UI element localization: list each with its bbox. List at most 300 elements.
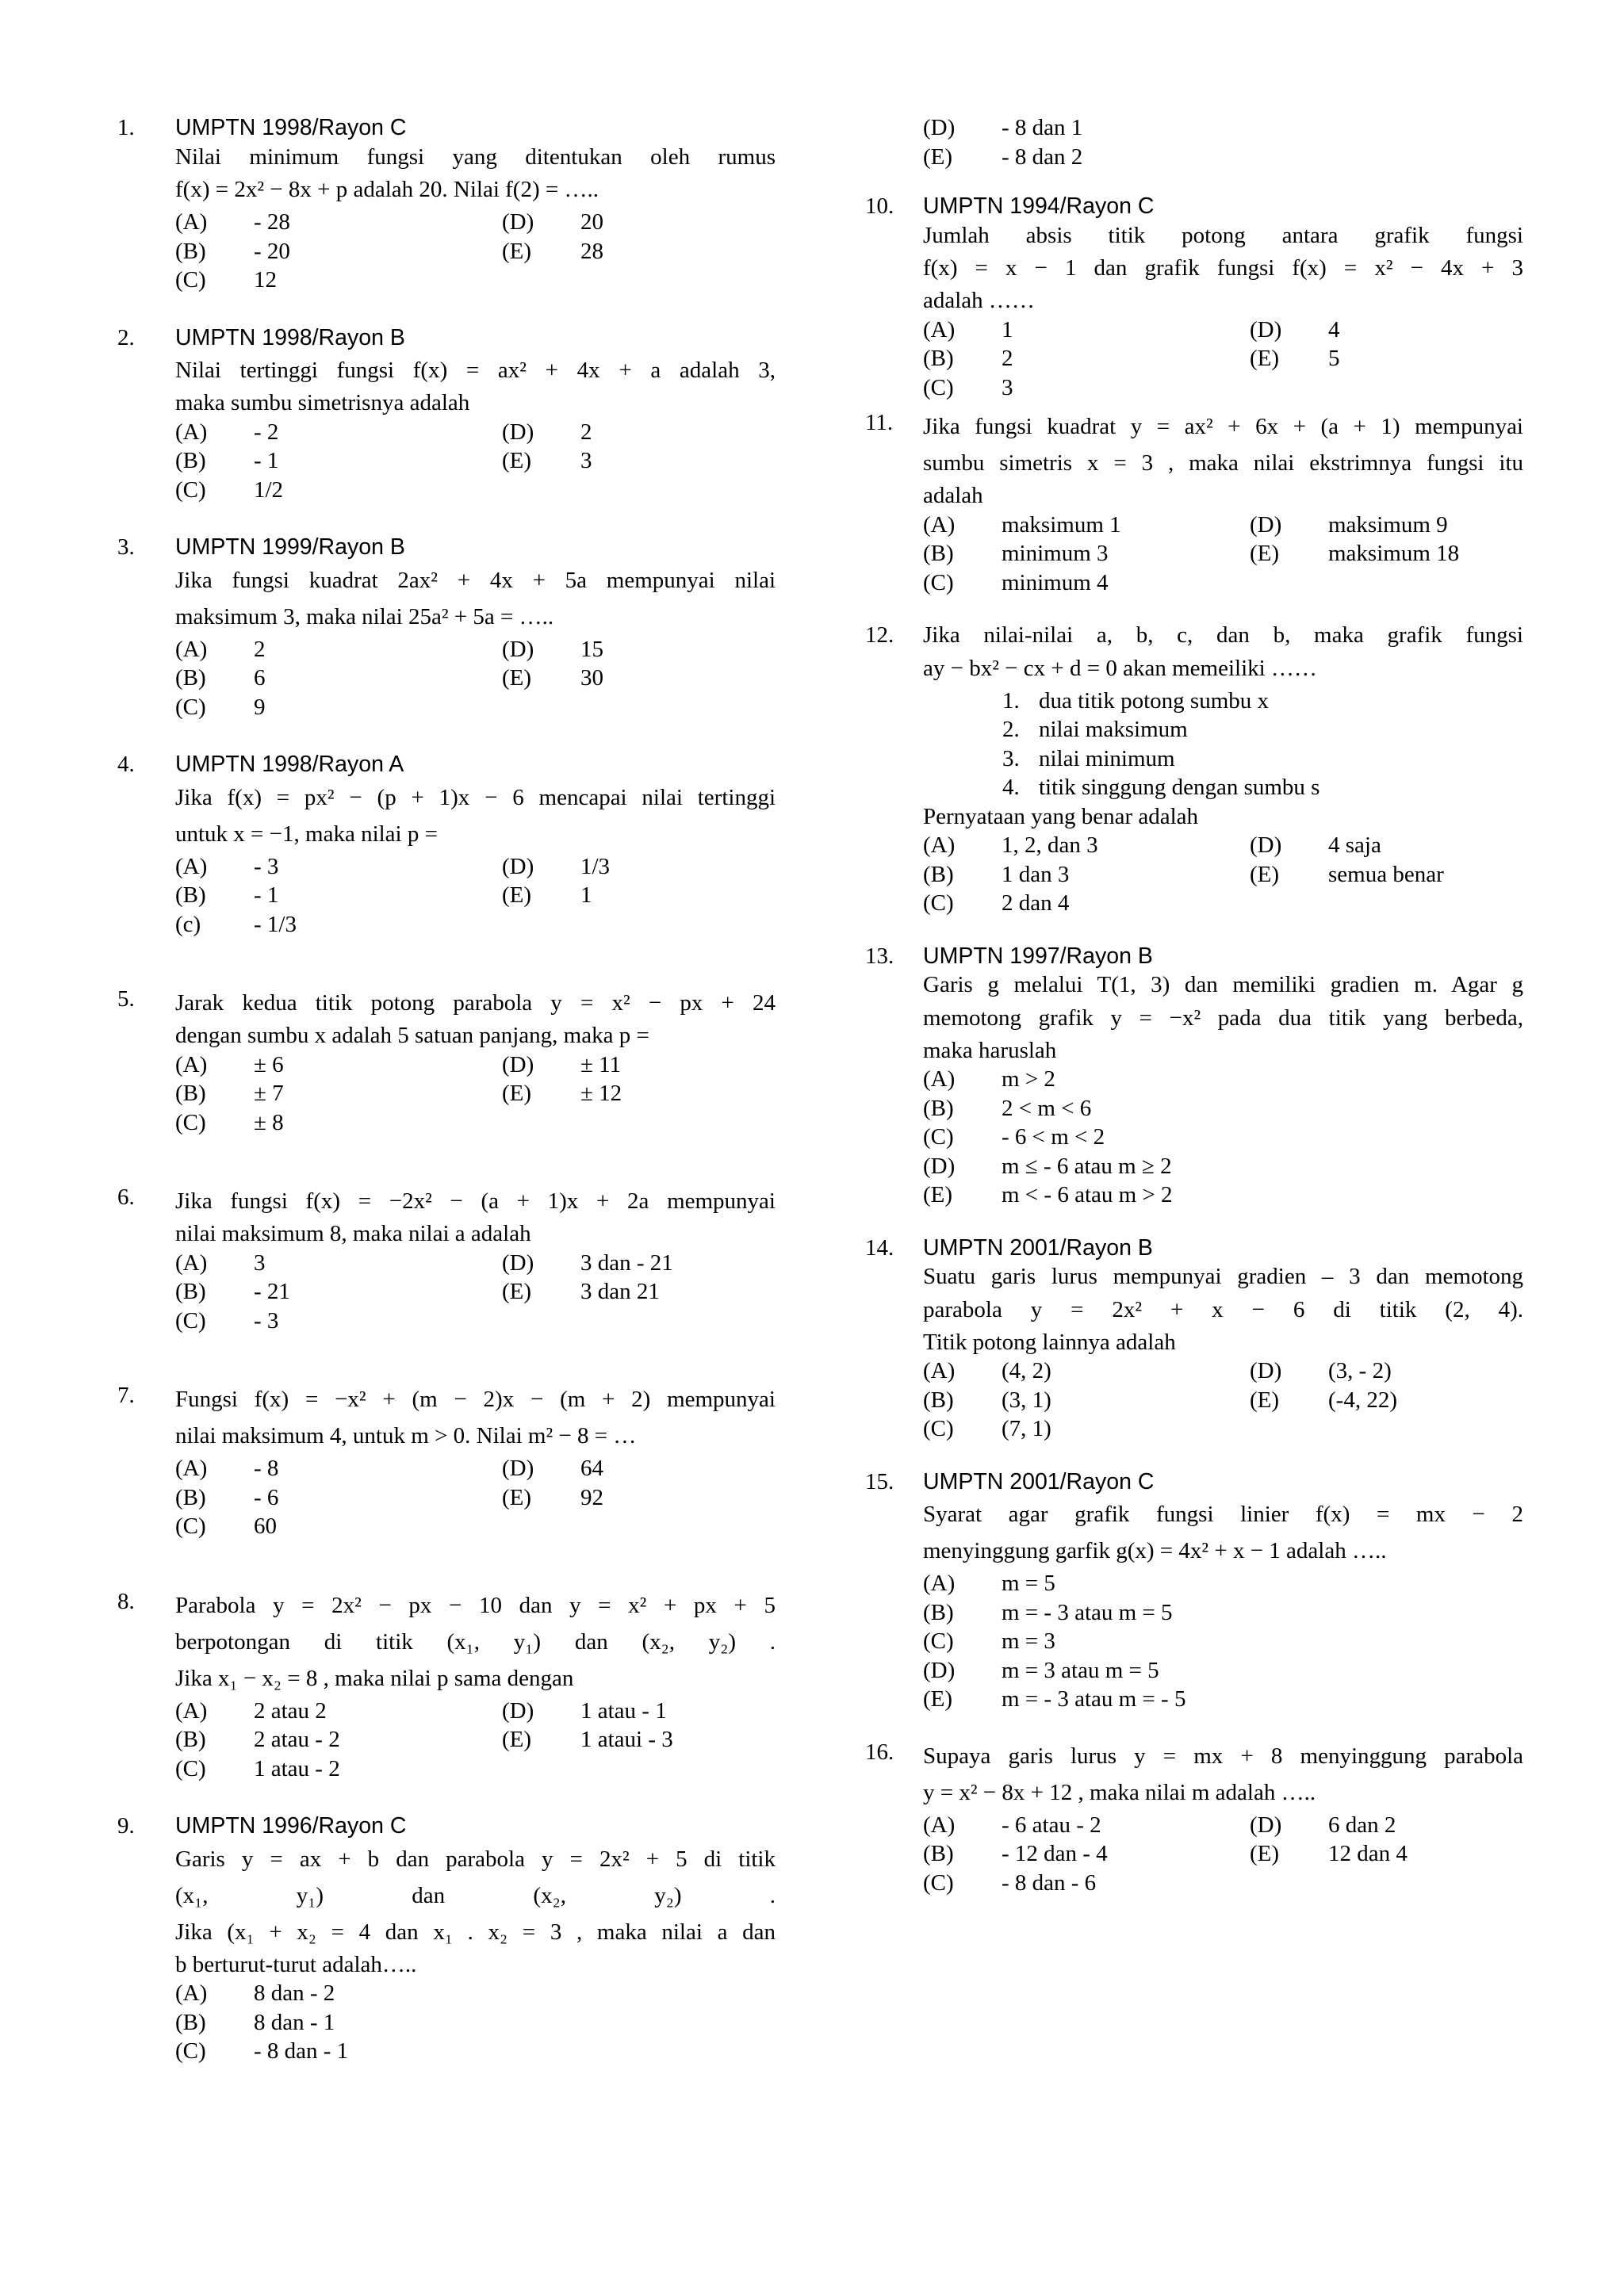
answer-option[interactable]: [923, 143, 1523, 172]
option-value: 1, 2, dan 3: [1002, 832, 1098, 858]
option-value: m > 2: [1002, 1066, 1055, 1092]
question: [865, 408, 1523, 597]
answer-option[interactable]: [1250, 1839, 1523, 1869]
answer-option[interactable]: [923, 373, 1250, 403]
option-value: 6: [254, 665, 266, 691]
question-text-line: Jika fungsi kuadrat 2ax² + 4x + 5a mempunyai nilai: [175, 567, 776, 593]
option-label: (A): [175, 1980, 208, 2006]
answer-options: [923, 831, 1523, 918]
option-value: 12 dan 4: [1328, 1841, 1408, 1866]
answer-option[interactable]: [1250, 1357, 1523, 1386]
option-label: (E): [502, 1279, 532, 1304]
option-value: 1: [580, 882, 592, 908]
question-text-line: untuk x = −1, maka nilai p =: [175, 821, 438, 847]
option-value: 2 < m < 6: [1002, 1095, 1092, 1121]
answer-option[interactable]: [923, 113, 1523, 143]
question-number: 16.: [865, 1739, 894, 1765]
option-label: (A): [923, 1812, 956, 1838]
option-label: (B): [923, 1095, 954, 1121]
answer-option[interactable]: [923, 860, 1250, 890]
answer-option[interactable]: [175, 2008, 776, 2038]
option-label: (E): [1250, 346, 1280, 371]
option-label: (D): [1250, 316, 1282, 342]
option-label: (A): [175, 636, 208, 662]
option-value: ± 11: [580, 1051, 622, 1077]
question-number: 8.: [117, 1588, 135, 1614]
option-value: 1 atau - 2: [254, 1755, 340, 1781]
option-value: m = - 3 atau m = 5: [1002, 1599, 1173, 1625]
option-label: (B): [175, 1484, 206, 1510]
answer-options: [923, 316, 1523, 403]
option-value: - 8: [254, 1456, 279, 1481]
answer-option[interactable]: [502, 1454, 776, 1483]
answer-option[interactable]: [175, 1307, 502, 1336]
answer-option[interactable]: [502, 1725, 776, 1755]
answer-option[interactable]: [502, 1050, 776, 1080]
answer-option[interactable]: [923, 1152, 1523, 1181]
option-label: (C): [923, 890, 954, 916]
question-text-line: Jika fungsi f(x) = −2x² − (a + 1)x + 2a mempunyai: [175, 1188, 776, 1214]
option-value: 15: [580, 636, 603, 662]
option-value: 4: [1328, 316, 1340, 342]
question-source: UMPTN 2001/Rayon C: [923, 1468, 1155, 1494]
answer-options: [175, 1979, 776, 2066]
answer-options: [175, 1249, 776, 1336]
question-text-line: adalah ……: [923, 288, 1035, 313]
answer-option[interactable]: [1250, 511, 1523, 540]
answer-option[interactable]: [502, 1697, 776, 1726]
option-label: (C): [175, 1307, 206, 1334]
question-text-line: Syarat agar grafik fungsi linier f(x) = mx − 2: [923, 1502, 1523, 1527]
answer-option[interactable]: [175, 693, 502, 722]
statement-item: [1002, 715, 1523, 744]
option-label: (D): [502, 1697, 534, 1724]
option-label: (C): [175, 2038, 206, 2064]
option-label: (A): [923, 832, 956, 858]
answer-option[interactable]: [923, 568, 1250, 598]
option-value: m < - 6 atau m > 2: [1002, 1182, 1173, 1207]
option-label: (D): [502, 419, 534, 445]
option-label: (A): [175, 419, 208, 445]
option-label: (E): [502, 665, 532, 691]
answer-options: [175, 418, 776, 505]
option-value: 1 atau - 1: [580, 1697, 667, 1724]
option-label: (D): [923, 115, 956, 140]
answer-option[interactable]: [923, 1839, 1250, 1869]
question-number: 10.: [865, 193, 894, 219]
option-value: - 6: [254, 1484, 279, 1510]
question-number: 15.: [865, 1468, 894, 1494]
option-value: 3 dan 21: [580, 1279, 660, 1304]
option-value: 5: [1328, 346, 1340, 371]
option-value: 30: [580, 665, 603, 691]
statement-text: nilai minimum: [1039, 745, 1175, 771]
option-value: 12: [254, 267, 277, 293]
option-value: 64: [580, 1456, 603, 1481]
statement-list: [923, 687, 1523, 802]
question-text-line: Jarak kedua titik potong parabola y = x² − px + 24: [175, 990, 776, 1016]
answer-option[interactable]: [1250, 1811, 1523, 1840]
question-text-line: menyinggung garfik g(x) = 4x² + x − 1 adalah …..: [923, 1538, 1387, 1563]
question-text-line: adalah: [923, 483, 983, 508]
option-value: 3: [1002, 374, 1013, 400]
answer-options: [175, 208, 776, 295]
option-value: m = 3 atau m = 5: [1002, 1657, 1159, 1683]
answer-option[interactable]: [175, 1697, 502, 1726]
question-text-line: maksimum 3, maka nilai 25a² + 5a = …..: [175, 603, 554, 629]
question-text-line: parabola y = 2x² + x − 6 di titik (2, 4).: [923, 1296, 1523, 1322]
question-text-line: Pernyataan yang benar adalah: [923, 803, 1199, 829]
option-value: - 21: [254, 1279, 290, 1304]
question-text-line: b berturut-turut adalah…..: [175, 1951, 417, 1977]
question: [865, 1468, 1523, 1714]
option-value: 2 dan 4: [1002, 890, 1070, 916]
option-value: - 1/3: [254, 911, 297, 937]
question-text-line: nilai maksimum 4, untuk m > 0. Nilai m² − 8 = …: [175, 1423, 637, 1448]
statement-item: [1002, 744, 1523, 774]
question: [117, 1381, 776, 1541]
option-value: - 1: [254, 882, 279, 908]
option-value: 20: [580, 209, 603, 235]
option-label: (E): [502, 1484, 532, 1510]
question-number: 11.: [865, 410, 894, 435]
option-label: (B): [175, 882, 206, 908]
answer-option[interactable]: [923, 539, 1250, 568]
option-value: 1/3: [580, 853, 611, 879]
option-label: (D): [502, 1249, 534, 1276]
answer-option[interactable]: [923, 831, 1250, 860]
option-label: (B): [175, 238, 206, 264]
answer-option[interactable]: [502, 237, 776, 266]
question-text-line: sumbu simetris x = 3 , maka nilai ekstrimnya fungsi itu: [923, 450, 1523, 476]
answer-option[interactable]: [502, 1483, 776, 1513]
option-label: (B): [175, 448, 206, 473]
answer-option[interactable]: [923, 1811, 1250, 1840]
option-label: (E): [502, 1727, 532, 1752]
option-label: (B): [175, 2009, 206, 2035]
question-text-line: Titik potong lainnya adalah: [923, 1329, 1176, 1355]
answer-option[interactable]: [923, 316, 1250, 345]
option-value: ± 6: [254, 1051, 284, 1077]
left-column: [117, 113, 776, 2066]
answer-option[interactable]: [175, 266, 502, 295]
option-value: 2: [1002, 346, 1013, 371]
question-source: UMPTN 1999/Rayon B: [175, 534, 405, 560]
question-text-line: Supaya garis lurus y = mx + 8 menyinggung parabola: [923, 1743, 1523, 1769]
option-value: ± 8: [254, 1109, 284, 1135]
question-text-line: Parabola y = 2x² − px − 10 dan y = x² + px + 5: [175, 1592, 776, 1618]
answer-option[interactable]: [923, 889, 1250, 918]
answer-option[interactable]: [175, 1454, 502, 1483]
option-label: (C): [923, 1628, 954, 1654]
answer-option[interactable]: [1250, 344, 1523, 373]
answer-option[interactable]: [923, 1181, 1523, 1210]
answer-option[interactable]: [175, 1755, 502, 1784]
option-label: (A): [923, 316, 956, 342]
answer-option[interactable]: [175, 446, 502, 476]
question-text-line: Fungsi f(x) = −x² + (m − 2)x − (m + 2) mempunyai: [175, 1387, 776, 1412]
option-value: 2: [580, 419, 592, 445]
answer-option[interactable]: [502, 1277, 776, 1307]
option-value: - 8 dan 1: [1002, 115, 1083, 140]
question: [865, 113, 1523, 171]
question-number: 2.: [117, 324, 135, 350]
option-value: - 12 dan - 4: [1002, 1841, 1108, 1866]
question-source: UMPTN 1998/Rayon B: [175, 324, 405, 350]
answer-option[interactable]: [175, 1512, 502, 1541]
option-label: (C): [175, 1755, 206, 1781]
option-label: (E): [502, 882, 532, 908]
statement-item: [1002, 773, 1523, 802]
answer-option[interactable]: [502, 881, 776, 910]
answer-option[interactable]: [502, 635, 776, 664]
answer-option[interactable]: [1250, 1386, 1523, 1415]
option-label: (C): [175, 694, 206, 720]
answer-option[interactable]: [502, 446, 776, 476]
option-label: (C): [923, 569, 954, 595]
answer-options: [175, 1050, 776, 1138]
right-column: [865, 113, 1523, 1897]
option-label: (A): [923, 1358, 956, 1383]
answer-option[interactable]: [175, 1050, 502, 1080]
option-label: (D): [502, 209, 534, 235]
answer-options: [923, 511, 1523, 598]
option-value: 2 atau - 2: [254, 1727, 340, 1752]
option-value: m = - 3 atau m = - 5: [1002, 1686, 1186, 1712]
answer-option[interactable]: [923, 1656, 1523, 1686]
answer-option[interactable]: [502, 664, 776, 693]
question-text-line: memotong grafik y = −x² pada dua titik yang berbeda,: [923, 1004, 1523, 1031]
option-label: (D): [1250, 511, 1282, 538]
option-label: (B): [923, 541, 954, 566]
option-value: - 8 dan - 1: [254, 2038, 349, 2064]
question-text-line: Jumlah absis titik potong antara grafik fungsi: [923, 222, 1523, 248]
option-value: - 2: [254, 419, 279, 445]
option-label: (B): [923, 1841, 954, 1866]
answer-option[interactable]: [923, 1598, 1523, 1628]
answer-option[interactable]: [175, 1079, 502, 1108]
answer-option[interactable]: [1250, 539, 1523, 568]
option-label: (B): [175, 1727, 206, 1752]
question-text-line: maka sumbu simetrisnya adalah: [175, 390, 470, 415]
option-label: (E): [502, 238, 532, 264]
answer-option[interactable]: [175, 1249, 502, 1278]
option-value: minimum 3: [1002, 541, 1109, 566]
answer-options: [923, 113, 1523, 171]
answer-option[interactable]: [175, 910, 502, 939]
answer-option[interactable]: [175, 1979, 776, 2008]
answer-option[interactable]: [502, 852, 776, 882]
option-label: (A): [175, 1456, 208, 1481]
answer-option[interactable]: [175, 1108, 502, 1138]
answer-option[interactable]: [175, 852, 502, 882]
answer-option[interactable]: [175, 208, 502, 237]
option-value: 3 dan - 21: [580, 1249, 673, 1276]
option-value: minimum 4: [1002, 569, 1109, 595]
question-number: 1.: [117, 115, 135, 140]
answer-option[interactable]: [1250, 831, 1523, 860]
answer-option[interactable]: [923, 1869, 1250, 1898]
question-number: 12.: [865, 622, 894, 648]
question-text-line: (x₁, y₁) dan (x₂, y₂) .: [175, 1882, 776, 1908]
option-value: semua benar: [1328, 861, 1444, 887]
question-text-line: Nilai minimum fungsi yang ditentukan oleh rumus: [175, 144, 776, 170]
answer-option[interactable]: [175, 1277, 502, 1307]
option-value: (4, 2): [1002, 1358, 1051, 1383]
question-text-line: y = x² − 8x + 12 , maka nilai m adalah …..: [923, 1779, 1316, 1805]
option-value: (3, 1): [1002, 1387, 1051, 1413]
answer-option[interactable]: [1250, 860, 1523, 890]
statement-item: [1002, 687, 1523, 716]
answer-option[interactable]: [502, 1249, 776, 1278]
question-text-line: berpotongan di titik (x₁, y₁) dan (x₂, y₂) .: [175, 1628, 776, 1655]
answer-option[interactable]: [502, 1079, 776, 1108]
option-label: (B): [923, 346, 954, 371]
option-value: 2: [254, 636, 266, 662]
answer-option[interactable]: [923, 1685, 1523, 1714]
option-label: (C): [923, 1416, 954, 1441]
answer-option[interactable]: [502, 418, 776, 447]
answer-options: [175, 1697, 776, 1784]
question-source: UMPTN 1998/Rayon C: [175, 115, 407, 140]
option-label: (B): [175, 1081, 206, 1106]
option-label: (A): [175, 1051, 208, 1077]
option-value: 1: [1002, 316, 1013, 342]
answer-option[interactable]: [175, 881, 502, 910]
option-label: (E): [502, 1081, 532, 1106]
question-source: UMPTN 1994/Rayon C: [923, 193, 1155, 219]
answer-option[interactable]: [175, 1483, 502, 1513]
option-value: - 8 dan 2: [1002, 144, 1083, 170]
statement-text: titik singgung dengan sumbu s: [1039, 775, 1320, 800]
answer-options: [923, 1569, 1523, 1714]
option-value: - 6 atau - 2: [1002, 1812, 1101, 1838]
answer-option[interactable]: [923, 1627, 1523, 1656]
option-value: - 20: [254, 238, 290, 264]
option-label: (B): [923, 1599, 954, 1625]
question-text-line: Jika (x₁ + x₂ = 4 dan x₁ . x₂ = 3 , maka nilai a dan: [175, 1919, 776, 1945]
answer-option[interactable]: [175, 237, 502, 266]
answer-option[interactable]: [923, 1065, 1523, 1094]
option-label: (E): [1250, 1387, 1280, 1413]
option-value: ± 12: [580, 1081, 622, 1106]
option-value: 28: [580, 238, 603, 264]
statement-text: dua titik potong sumbu x: [1039, 687, 1269, 714]
question-number: 3.: [117, 534, 135, 560]
option-label: (C): [923, 374, 954, 400]
option-value: 2 atau 2: [254, 1697, 327, 1724]
option-label: (D): [1250, 1812, 1282, 1838]
answer-option[interactable]: [502, 208, 776, 237]
answer-options: [175, 635, 776, 722]
statement-number: 3.: [1002, 745, 1020, 771]
answer-option[interactable]: [175, 418, 502, 447]
option-label: (E): [923, 1182, 953, 1207]
answer-option[interactable]: [175, 476, 502, 505]
option-value: 4 saja: [1328, 832, 1381, 858]
answer-option[interactable]: [923, 511, 1250, 540]
option-value: - 8 dan - 6: [1002, 1869, 1097, 1896]
option-label: (A): [923, 1571, 956, 1596]
question-text-line: Jika nilai-nilai a, b, c, dan b, maka grafik fungsi: [923, 622, 1523, 648]
question-number: 6.: [117, 1184, 135, 1210]
option-label: (C): [175, 476, 206, 503]
answer-option[interactable]: [923, 1094, 1523, 1123]
answer-option[interactable]: [175, 2037, 776, 2066]
answer-options: [175, 852, 776, 939]
answer-option[interactable]: [923, 344, 1250, 373]
option-label: (A): [175, 853, 208, 879]
statement-number: 4.: [1002, 775, 1020, 800]
option-value: 8 dan - 1: [254, 2009, 335, 2035]
answer-option[interactable]: [923, 1414, 1250, 1444]
option-value: 1 dan 3: [1002, 861, 1070, 887]
question: [117, 1812, 776, 2066]
question-number: 7.: [117, 1383, 135, 1408]
answer-option[interactable]: [1250, 316, 1523, 345]
question-text-line: Jika f(x) = px² − (p + 1)x − 6 mencapai nilai tertinggi: [175, 784, 776, 810]
option-value: m = 5: [1002, 1571, 1055, 1596]
option-value: - 1: [254, 448, 279, 473]
option-label: (E): [1250, 861, 1280, 887]
question-text-line: maka haruslah: [923, 1037, 1057, 1063]
option-value: - 3: [254, 1307, 279, 1334]
answer-option[interactable]: [175, 1725, 502, 1755]
option-label: (c): [175, 911, 201, 937]
option-label: (B): [175, 1279, 206, 1304]
option-value: 8 dan - 2: [254, 1980, 335, 2006]
option-value: 6 dan 2: [1328, 1812, 1396, 1838]
answer-options: [923, 1357, 1523, 1444]
question-number: 13.: [865, 943, 894, 969]
question-text-line: Jika fungsi kuadrat y = ax² + 6x + (a + 1) mempunyai: [923, 414, 1523, 439]
option-label: (E): [923, 144, 953, 170]
answer-option[interactable]: [923, 1357, 1250, 1386]
statement-text: nilai maksimum: [1039, 717, 1188, 742]
option-label: (C): [923, 1124, 954, 1150]
question: [117, 1183, 776, 1335]
answer-option[interactable]: [923, 1386, 1250, 1415]
question-source: UMPTN 2001/Rayon B: [923, 1234, 1153, 1261]
question: [117, 533, 776, 721]
question: [865, 192, 1523, 402]
question: [117, 1587, 776, 1784]
option-value: m ≤ - 6 atau m ≥ 2: [1002, 1153, 1172, 1179]
option-label: (C): [175, 267, 206, 293]
option-label: (C): [923, 1869, 954, 1896]
option-label: (E): [923, 1686, 953, 1712]
question: [865, 942, 1523, 1210]
question-text-line: f(x) = x − 1 dan grafik fungsi f(x) = x² − 4x + 3: [923, 255, 1523, 281]
answer-option[interactable]: [923, 1569, 1523, 1598]
answer-option[interactable]: [175, 635, 502, 664]
option-label: (D): [502, 636, 534, 662]
option-value: maksimum 18: [1328, 541, 1460, 566]
answer-option[interactable]: [175, 664, 502, 693]
option-label: (A): [923, 511, 956, 538]
option-label: (A): [923, 1066, 956, 1092]
question-number: 9.: [117, 1813, 135, 1839]
option-value: (3, - 2): [1328, 1358, 1392, 1383]
option-value: - 3: [254, 853, 279, 879]
question-number: 5.: [117, 986, 135, 1012]
question-text-line: f(x) = 2x² − 8x + p adalah 20. Nilai f(2) = …..: [175, 177, 599, 202]
answer-options: [923, 1811, 1523, 1898]
answer-option[interactable]: [923, 1123, 1523, 1152]
option-value: 3: [254, 1249, 266, 1276]
option-value: maksimum 9: [1328, 511, 1448, 538]
option-label: (E): [502, 448, 532, 473]
